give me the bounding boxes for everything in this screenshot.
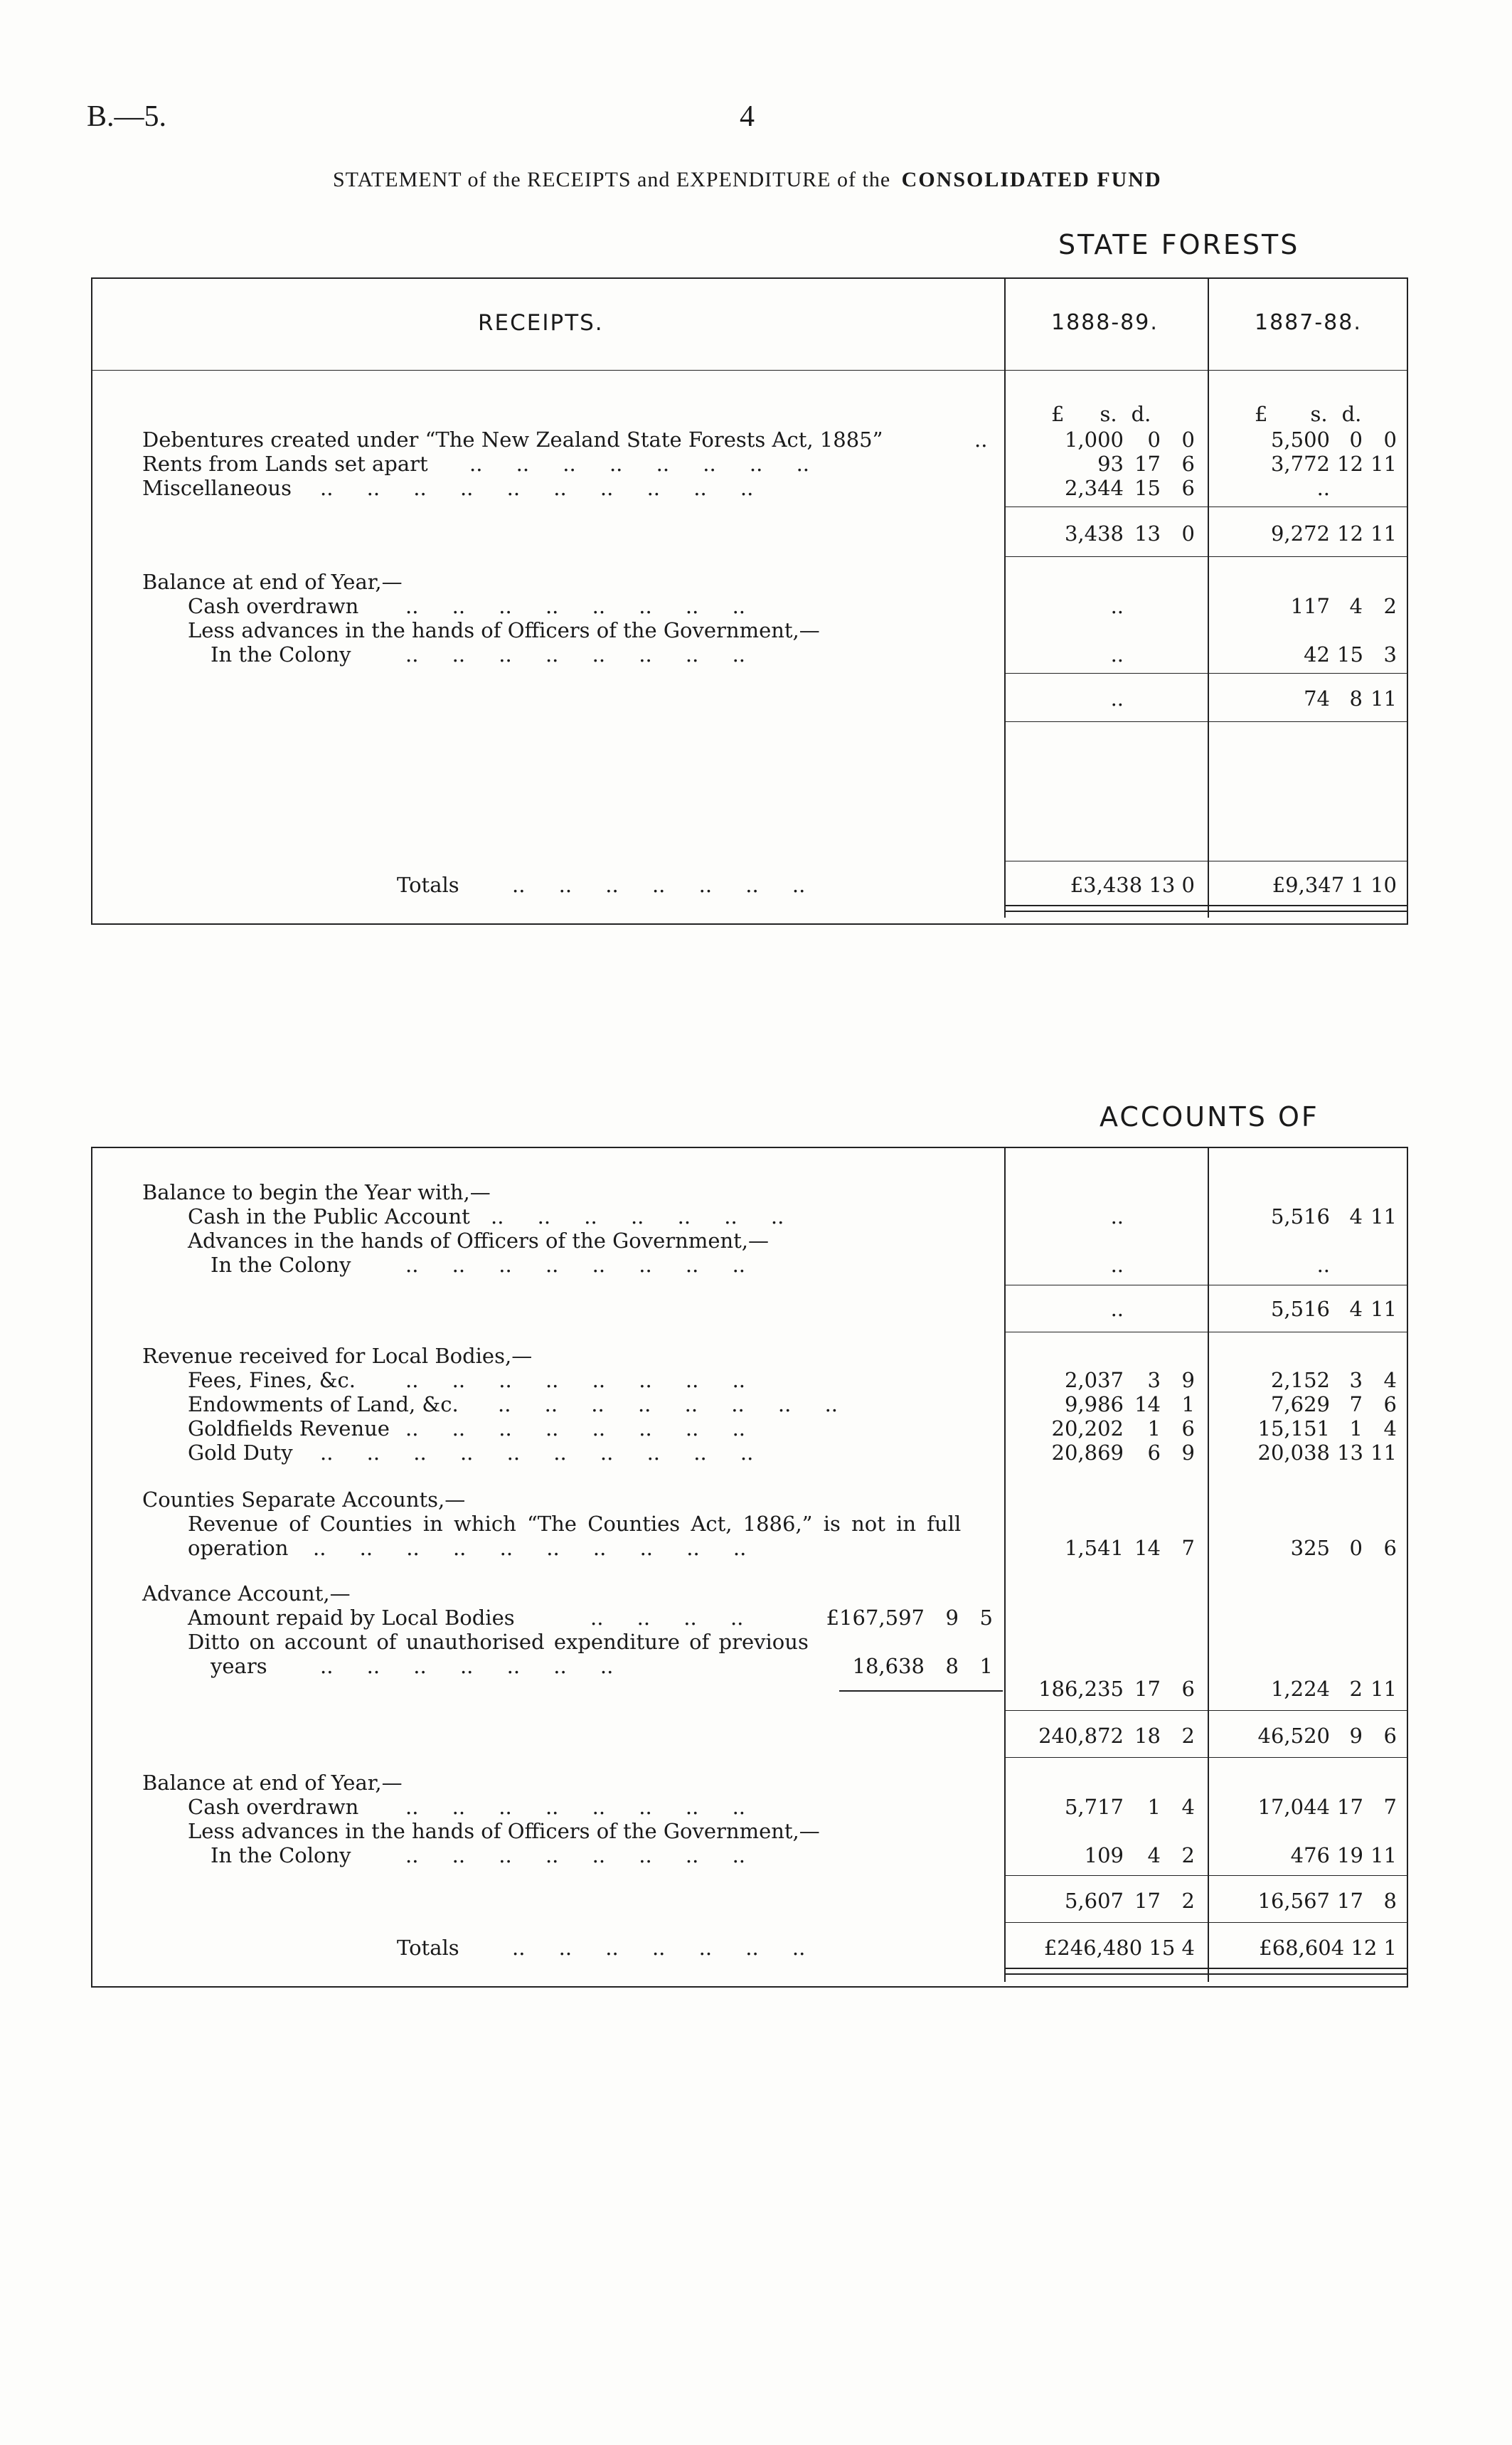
value: 0	[1383, 428, 1397, 452]
cash-overdrawn-label: Cash overdrawn	[188, 1795, 359, 1819]
value: 8	[945, 1654, 959, 1678]
value: 15,151	[1257, 1416, 1330, 1441]
value: 2	[1383, 594, 1397, 618]
balance-heading: Balance at end of Year,—	[142, 570, 403, 594]
leader: .. .. .. .. .. .. .. ..	[405, 1368, 746, 1392]
value: 11	[1370, 1441, 1397, 1465]
value: ..	[1316, 476, 1330, 500]
value: 11	[1370, 1204, 1397, 1229]
page-number: 4	[740, 100, 755, 133]
value: 3	[1383, 642, 1397, 667]
revenue-heading: Revenue received for Local Bodies,—	[142, 1344, 533, 1368]
value: 5	[979, 1606, 993, 1630]
begin-heading: Balance to begin the Year with,—	[142, 1180, 491, 1204]
subtotal: 9	[1349, 1724, 1363, 1748]
leader: .. .. .. .. .. .. .. ..	[469, 452, 810, 476]
value: 4	[1383, 1416, 1397, 1441]
value: 7	[1349, 1392, 1363, 1416]
value: ..	[1110, 686, 1124, 711]
row-rents-label: Rents from Lands set apart	[142, 452, 428, 476]
value: 42	[1304, 642, 1330, 667]
value: 11	[1370, 1677, 1397, 1701]
value: 476	[1290, 1843, 1330, 1867]
title-prefix: STATEMENT of the RECEIPTS and EXPENDITURE of the	[333, 168, 891, 191]
value: 3,772	[1270, 452, 1330, 476]
value: 1	[1147, 1795, 1161, 1819]
value: 5,500	[1270, 428, 1330, 452]
in-colony-label: In the Colony	[211, 1843, 351, 1867]
value: 5,717	[1064, 1795, 1124, 1819]
value: ..	[1110, 1253, 1124, 1277]
value: 16,567	[1257, 1889, 1330, 1913]
subtotal: 3,438	[1064, 521, 1124, 546]
in-colony-label: In the Colony	[211, 642, 351, 667]
value: 1,000	[1064, 428, 1124, 452]
value: ..	[1110, 1297, 1124, 1321]
value: 1	[979, 1654, 993, 1678]
leader: .. .. .. .. .. .. .. .. .. ..	[313, 1536, 747, 1560]
value: ..	[1316, 1253, 1330, 1277]
subtotal: 2	[1181, 1724, 1195, 1748]
value: 5,516	[1270, 1204, 1330, 1229]
balance-end-heading: Balance at end of Year,—	[142, 1771, 403, 1795]
total-1887: £68,604 12 1	[1259, 1936, 1397, 1960]
value: 1,224	[1270, 1677, 1330, 1701]
value: 2	[1181, 1843, 1195, 1867]
leader: .. .. .. .. .. .. .. ..	[498, 1392, 838, 1416]
value: 1	[1147, 1416, 1161, 1441]
value: 17,044	[1257, 1795, 1330, 1819]
subtotal: 240,872	[1038, 1724, 1124, 1748]
value: 8	[1349, 686, 1363, 711]
value: 5,607	[1064, 1889, 1124, 1913]
leader: .. .. .. .. .. .. ..	[491, 1204, 784, 1229]
currency-header-col2: £ s. d.	[1255, 402, 1362, 426]
value: 4	[1383, 1368, 1397, 1392]
less-advances-label: Less advances in the hands of Officers of the Government,—	[188, 618, 820, 642]
value: 9,986	[1064, 1392, 1124, 1416]
leader: .. .. .. .. .. .. ..	[512, 873, 806, 897]
value: 11	[1370, 452, 1397, 476]
leader: .. .. .. .. .. .. .. .. .. ..	[320, 1441, 754, 1465]
value: 0	[1181, 428, 1195, 452]
leader: ..	[974, 428, 988, 452]
revenue-label: Fees, Fines, &c.	[188, 1368, 356, 1392]
counties-line2: operation	[188, 1536, 289, 1560]
leader: .. .. .. .. .. .. .. ..	[405, 1416, 746, 1441]
repaid-label: Amount repaid by Local Bodies	[188, 1606, 515, 1630]
value: 17	[1134, 1889, 1161, 1913]
total-1888: £246,480 15 4	[1043, 1936, 1195, 1960]
value: 6	[1383, 1536, 1397, 1560]
subtotal: 12	[1337, 521, 1363, 546]
subtotal: 13	[1134, 521, 1161, 546]
in-colony-label: In the Colony	[211, 1253, 351, 1277]
cash-public-label: Cash in the Public Account	[188, 1204, 470, 1229]
currency-header-col1: £ s. d.	[1051, 402, 1151, 426]
value: 20,038	[1257, 1441, 1330, 1465]
value: 2	[1181, 1889, 1195, 1913]
value: 74	[1304, 686, 1330, 711]
value: 12	[1337, 452, 1363, 476]
leader: .. .. .. .. .. .. .. ..	[405, 1795, 746, 1819]
section2-heading: ACCOUNTS OF	[1100, 1101, 1319, 1133]
value: 4	[1349, 1297, 1363, 1321]
value: 5,516	[1270, 1297, 1330, 1321]
value: ..	[1110, 1204, 1124, 1229]
value: 11	[1370, 686, 1397, 711]
total-1888: £3,438 13 0	[1070, 873, 1195, 897]
value: 14	[1134, 1536, 1161, 1560]
value: ..	[1110, 642, 1124, 667]
less-advances-label: Less advances in the hands of Officers of the Government,—	[188, 1819, 820, 1843]
counties-heading: Counties Separate Accounts,—	[142, 1487, 466, 1512]
value: £167,597	[826, 1606, 925, 1630]
row-misc-label: Miscellaneous	[142, 476, 292, 500]
subtotal: 6	[1383, 1724, 1397, 1748]
leader: .. .. .. .. .. .. .. ..	[405, 1843, 746, 1867]
value: 18,638	[852, 1654, 925, 1678]
value: 7,629	[1270, 1392, 1330, 1416]
value: 109	[1084, 1843, 1124, 1867]
value: 11	[1370, 1843, 1397, 1867]
value: 13	[1337, 1441, 1363, 1465]
advance-heading: Advance Account,—	[142, 1581, 351, 1606]
value: 325	[1290, 1536, 1330, 1560]
value: 4	[1181, 1795, 1195, 1819]
value: 117	[1290, 594, 1330, 618]
ditto-line2: years	[211, 1654, 267, 1678]
value: 3	[1147, 1368, 1161, 1392]
value: 186,235	[1038, 1677, 1124, 1701]
value: 9	[1181, 1441, 1195, 1465]
subtotal: 9,272	[1270, 521, 1330, 546]
value: 2	[1349, 1677, 1363, 1701]
value: 2,152	[1270, 1368, 1330, 1392]
value: 8	[1383, 1889, 1397, 1913]
ditto-line1: Ditto on account of unauthorised expenditure of previous	[188, 1630, 809, 1654]
value: 20,869	[1051, 1441, 1124, 1465]
col-header-1888: 1888-89.	[1051, 310, 1159, 335]
totals-label: Totals	[397, 873, 459, 897]
value: 0	[1349, 428, 1363, 452]
value: 1,541	[1064, 1536, 1124, 1560]
leader: .. .. .. .. .. .. .. .. .. ..	[320, 476, 754, 500]
value: 2,344	[1064, 476, 1124, 500]
value: 1	[1349, 1416, 1363, 1441]
row-debentures-label: Debentures created under “The New Zealand State Forests Act, 1885”	[142, 428, 883, 452]
revenue-label: Gold Duty	[188, 1441, 293, 1465]
leader: .. .. .. .. .. .. ..	[512, 1936, 806, 1960]
value: 19	[1337, 1843, 1363, 1867]
leader: .. .. .. ..	[590, 1606, 744, 1630]
value: 7	[1383, 1795, 1397, 1819]
leader: .. .. .. .. .. .. .. ..	[405, 1253, 746, 1277]
subtotal: 46,520	[1257, 1724, 1330, 1748]
page-title	[333, 168, 1162, 192]
value: 17	[1134, 1677, 1161, 1701]
value: 1	[1181, 1392, 1195, 1416]
value: 15	[1134, 476, 1161, 500]
receipts-header: RECEIPTS.	[478, 310, 604, 336]
value: 6	[1383, 1392, 1397, 1416]
value: 17	[1337, 1795, 1363, 1819]
value: 6	[1181, 476, 1195, 500]
title-emphasis: CONSOLIDATED FUND	[901, 168, 1162, 191]
subtotal: 0	[1181, 521, 1195, 546]
advances-label: Advances in the hands of Officers of the Government,—	[188, 1229, 770, 1253]
value: 6	[1181, 1416, 1195, 1441]
value: 4	[1349, 1204, 1363, 1229]
value: 93	[1097, 452, 1124, 476]
value: 7	[1181, 1536, 1195, 1560]
value: 14	[1134, 1392, 1161, 1416]
value: 11	[1370, 1297, 1397, 1321]
totals-label: Totals	[397, 1936, 459, 1960]
leader: .. .. .. .. .. .. .. ..	[405, 594, 746, 618]
value: 6	[1147, 1441, 1161, 1465]
value: 2,037	[1064, 1368, 1124, 1392]
value: 3	[1349, 1368, 1363, 1392]
value: 15	[1337, 642, 1363, 667]
value: ..	[1110, 594, 1124, 618]
revenue-label: Endowments of Land, &c.	[188, 1392, 459, 1416]
value: 17	[1134, 452, 1161, 476]
col-header-1887: 1887-88.	[1255, 310, 1362, 335]
value: 9	[945, 1606, 959, 1630]
counties-line1: Revenue of Counties in which “The Counties Act, 1886,” is not in full	[188, 1512, 962, 1536]
value: 0	[1147, 428, 1161, 452]
subtotal: 18	[1134, 1724, 1161, 1748]
value: 4	[1349, 594, 1363, 618]
total-1887: £9,347 1 10	[1272, 873, 1397, 897]
subtotal: 11	[1370, 521, 1397, 546]
page-ref: B.—5.	[87, 100, 167, 133]
value: 6	[1181, 1677, 1195, 1701]
leader: .. .. .. .. .. .. .. ..	[405, 642, 746, 667]
value: 17	[1337, 1889, 1363, 1913]
value: 4	[1147, 1843, 1161, 1867]
value: 9	[1181, 1368, 1195, 1392]
value: 0	[1349, 1536, 1363, 1560]
value: 20,202	[1051, 1416, 1124, 1441]
value: 6	[1181, 452, 1195, 476]
cash-overdrawn-label: Cash overdrawn	[188, 594, 359, 618]
leader: .. .. .. .. .. .. ..	[320, 1654, 614, 1678]
revenue-label: Goldfields Revenue	[188, 1416, 390, 1441]
section1-heading: STATE FORESTS	[1058, 229, 1300, 260]
